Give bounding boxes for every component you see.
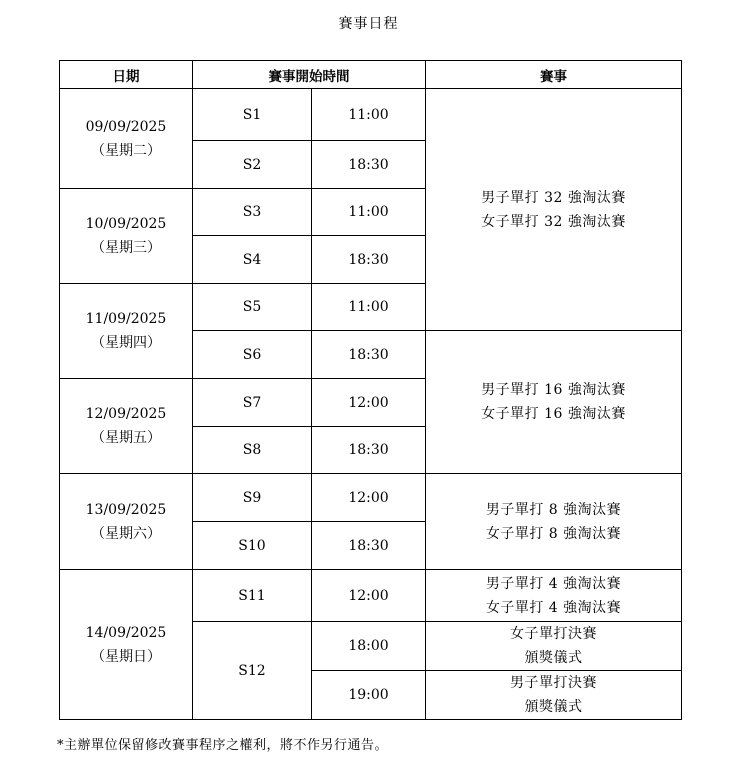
- date-cell: [60, 189, 193, 284]
- event-cell: [426, 331, 682, 474]
- page-title: 賽事日程: [338, 16, 399, 32]
- weekday-text: （星期二）: [91, 142, 161, 159]
- time-cell: 12:00: [312, 379, 426, 427]
- event-line: 女子單打 4 強淘汰賽: [485, 599, 622, 616]
- time-cell: 12:00: [312, 474, 426, 522]
- time-cell: 12:00: [312, 570, 426, 622]
- event-line: 頒獎儀式: [524, 650, 583, 666]
- event-cell: [426, 474, 682, 570]
- date-cell: [60, 89, 193, 189]
- event-line: 男子單打 16 強淘汰賽: [481, 382, 626, 398]
- time-cell: 18:00: [312, 622, 426, 671]
- date-text: 13/09/2025: [85, 501, 167, 518]
- time-cell: 19:00: [312, 671, 426, 720]
- header-row: [60, 61, 682, 89]
- event-line: 女子單打決賽: [510, 626, 597, 642]
- date-cell: [60, 379, 193, 474]
- time-cell: 11:00: [312, 284, 426, 331]
- event-line: 女子單打 16 強淘汰賽: [481, 406, 626, 422]
- date-cell: [60, 474, 193, 570]
- time-cell: 11:00: [312, 89, 426, 141]
- time-cell: 11:00: [312, 189, 426, 236]
- weekday-text: （星期四）: [91, 335, 161, 351]
- date-text: 12/09/2025: [85, 406, 167, 422]
- weekday-text: （星期三）: [91, 240, 161, 256]
- time-cell: 18:30: [312, 331, 426, 379]
- time-cell: 18:30: [312, 522, 426, 570]
- session-cell: S5: [193, 284, 312, 331]
- schedule-table: [59, 60, 682, 720]
- table-row: [60, 89, 682, 141]
- session-cell: S8: [193, 427, 312, 474]
- date-cell: [60, 284, 193, 379]
- event-line: 男子單打 32 強淘汰賽: [481, 189, 626, 206]
- session-cell: S6: [193, 331, 312, 379]
- event-cell: [426, 622, 682, 671]
- time-cell: 18:30: [312, 141, 426, 189]
- event-cell: [426, 89, 682, 331]
- session-cell: S1: [193, 89, 312, 141]
- session-cell: S3: [193, 189, 312, 236]
- table-row: [60, 570, 682, 622]
- event-cell: [426, 671, 682, 720]
- date-text: 11/09/2025: [85, 311, 167, 327]
- date-cell: [60, 570, 193, 720]
- date-text: 09/09/2025: [85, 118, 167, 135]
- session-cell: S12: [193, 622, 312, 720]
- table-row: [60, 474, 682, 522]
- header-start-time: 賽事開始時間: [193, 61, 426, 89]
- date-text: 14/09/2025: [85, 624, 167, 641]
- weekday-text: （星期日）: [91, 648, 161, 665]
- event-line: 男子單打決賽: [510, 675, 597, 691]
- session-cell: S7: [193, 379, 312, 427]
- event-line: 女子單打 32 強淘汰賽: [481, 213, 626, 230]
- event-cell: [426, 570, 682, 622]
- weekday-text: （星期六）: [91, 525, 161, 542]
- event-line: 女子單打 8 強淘汰賽: [485, 525, 622, 542]
- time-cell: 18:30: [312, 427, 426, 474]
- session-cell: S2: [193, 141, 312, 189]
- session-cell: S4: [193, 236, 312, 284]
- time-cell: 18:30: [312, 236, 426, 284]
- event-line: 男子單打 8 強淘汰賽: [485, 501, 622, 518]
- event-line: 男子單打 4 強淘汰賽: [485, 575, 622, 592]
- header-date: 日期: [60, 61, 193, 89]
- session-cell: S10: [193, 522, 312, 570]
- event-line: 頒獎儀式: [524, 699, 583, 715]
- weekday-text: （星期五）: [91, 430, 161, 446]
- footnote: *主辦單位保留修改賽事程序之權利，將不作另行通告。: [57, 738, 389, 753]
- session-cell: S11: [193, 570, 312, 622]
- header-event: 賽事: [426, 61, 682, 89]
- date-text: 10/09/2025: [85, 216, 167, 232]
- session-cell: S9: [193, 474, 312, 522]
